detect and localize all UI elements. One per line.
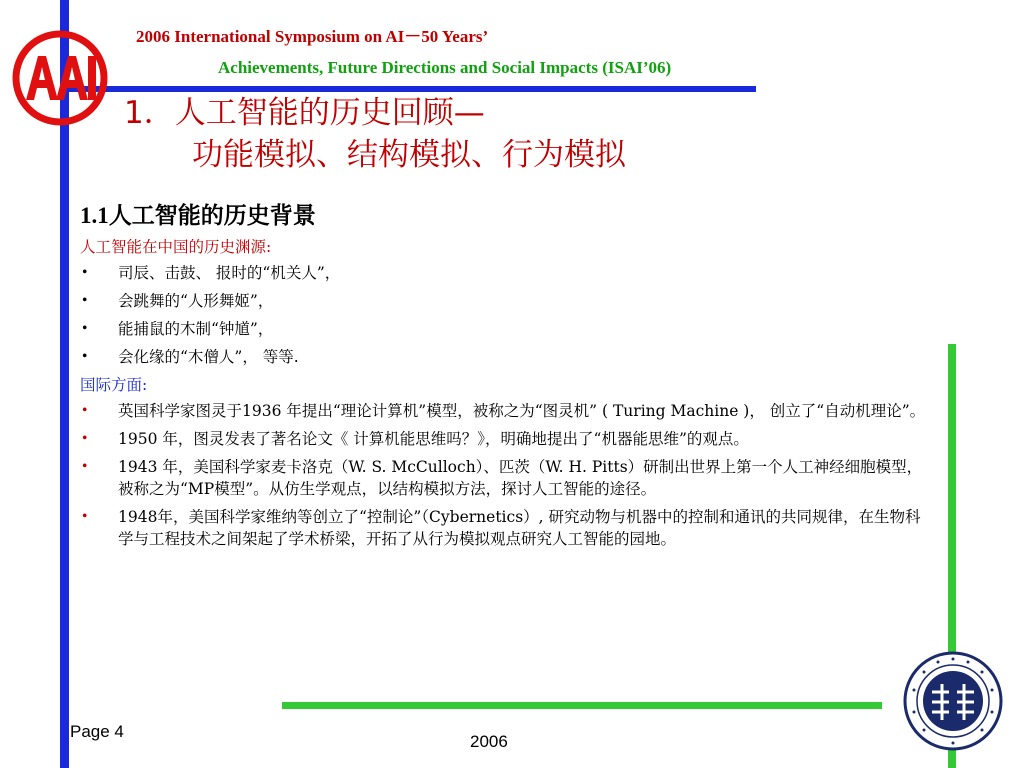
bullet-icon: • [82,508,88,525]
list-item [80,346,930,368]
china-item-text: 会跳舞的“人形舞姬”， [118,292,274,310]
intl-item-text: 1948年，美国科学家维纳等创立了“控制论”（Cybernetics）, 研究动物与机器中的控制和通讯的共同规律，在生物科学与工程技术之间架起了学术桥梁，开拓了从行为模拟观点研究人工智能的园地。 [118,508,921,548]
china-item-text: 司辰、击鼓、 报时的“机关人”， [118,264,341,282]
bullet-icon: • [82,430,88,447]
conference-title-line2: Achievements, Future Directions and Social Impacts (ISAI’06) [218,58,672,77]
bullet-icon: • [82,402,88,419]
bullet-icon: • [82,264,88,281]
intl-item-text: 1943 年，美国科学家麦卡洛克（W. S. McCulloch）、匹茨（W. H. Pitts）研制出世界上第一个人工神经细胞模型，被称之为“MP模型”。从仿生学观点，以结构模拟方法，探讨人工智能的途径。 [118,458,923,498]
section-number: 1.1 [80,203,109,228]
intl-item-text: 英国科学家图灵于1936 年提出“理论计算机”模型，被称之为“图灵机” ( Turing Machine )， 创立了“自动机理论”。 [118,402,926,420]
slide-title-line2: 功能模拟、结构模拟、行为模拟 [192,137,626,173]
conference-title-line1: 2006 International Symposium on AI－50 Years’ [136,27,489,46]
aai-logo [12,30,108,126]
bullet-icon: • [82,320,88,337]
bullet-icon: • [82,292,88,309]
footer-year: 2006 [470,732,508,751]
section-heading [80,200,930,232]
bullet-icon: • [82,458,88,475]
list-item [80,428,930,450]
intl-heading: 国际方面: [80,376,148,394]
china-item-text: 能捕鼠的木制“钟馗”， [118,320,274,338]
slide-body [80,200,930,556]
list-item [80,262,930,284]
china-heading: 人工智能在中国的历史渊源: [80,238,272,256]
list-item [80,456,930,500]
footer-green-bar [282,702,882,709]
list-item [80,506,930,550]
list-item [80,290,930,312]
list-item [80,318,930,340]
intl-item-text: 1950 年，图灵发表了著名论文《 计算机能思维吗？》，明确地提出了“机器能思维”的观点。 [118,430,749,448]
page-number: Page 4 [70,722,124,741]
list-item [80,400,930,422]
section-title: 人工智能的历史背景 [108,202,316,229]
slide-title [124,92,626,176]
university-seal-icon [902,650,1004,752]
bullet-icon: • [82,348,88,365]
slide-title-line1: 1．人工智能的历史回顾— [124,95,485,131]
china-item-text: 会化缘的“木僧人”， 等等. [118,348,299,366]
right-green-bar [948,344,956,698]
